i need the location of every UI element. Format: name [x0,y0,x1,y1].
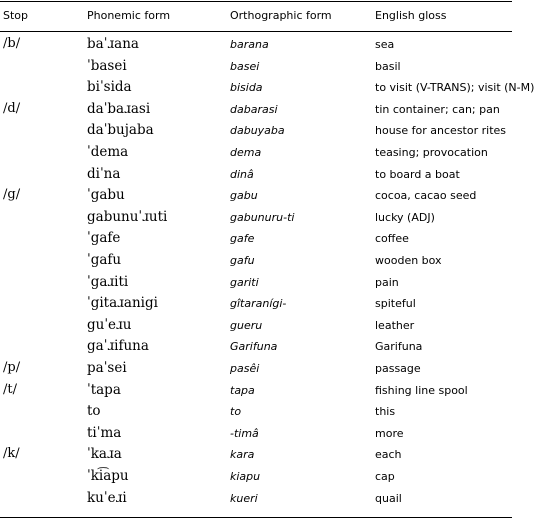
phonemic-form-cell: ˈgafe [87,230,121,247]
stop-cell: /d/ [3,100,21,116]
english-gloss-cell: tin container; can; pan [375,102,500,116]
phonemic-form-cell: ˈbasei [87,57,127,74]
orthographic-form-cell: gafu [230,254,255,267]
orthographic-form-cell: dabuyaba [230,124,285,138]
phonemic-form-cell: biˈsida [87,79,132,96]
table-row [0,144,512,166]
english-gloss-cell: spiteful [375,297,416,311]
header-phonemic-form: Phonemic form [87,9,171,22]
phonemic-form-cell: ˈgafu [87,252,122,268]
table-row [0,468,512,490]
table-row [0,360,512,382]
table-row [0,403,512,425]
stop-cell: /b/ [3,36,21,51]
top-rule [0,1,512,2]
english-gloss-cell: to board a boat [375,167,460,181]
orthographic-form-cell: basei [230,59,260,73]
orthographic-form-cell: Garifuna [230,340,278,354]
english-gloss-cell: sea [375,38,395,51]
english-gloss-cell: each [375,448,402,462]
english-gloss-cell: more [375,426,404,440]
english-gloss-cell: quail [375,491,402,505]
phonemic-form-cell: daˈbujaba [87,122,154,139]
orthographic-form-cell: gabu [230,189,258,203]
table-row [0,187,512,209]
table-row [0,209,512,231]
english-gloss-cell: pain [375,275,399,289]
phonemic-form-cell: ˈki͡apu [87,468,129,484]
phonemic-form-cell: daˈbaɹasi [87,100,151,117]
orthographic-form-cell: gariti [230,275,259,289]
orthographic-form-cell: bisida [230,81,263,95]
orthographic-form-cell: tapa [230,383,255,397]
phonemic-form-cell: ˈgitaɹanigi [87,295,158,312]
english-gloss-cell: lucky (ADJ) [375,210,435,224]
stop-cell: /t/ [3,381,17,397]
phonemic-form-cell: ˈtapa [87,381,121,398]
bottom-rule [0,517,512,518]
orthographic-form-cell: kiapu [230,470,261,483]
english-gloss-cell: coffee [375,232,409,246]
phonemic-form-cell: ˈkaɹa [87,446,122,463]
english-gloss-cell: teasing; provocation [375,146,488,159]
phonemic-form-cell: ˈgaɹiti [87,273,129,290]
phonemic-form-cell: paˈsei [87,360,127,376]
english-gloss-cell: fishing line spool [375,383,468,397]
header-stop: Stop [3,9,29,22]
header-english-gloss: English gloss [375,9,447,22]
english-gloss-cell: passage [375,362,421,375]
table-row [0,446,512,468]
english-gloss-cell: wooden box [375,254,442,267]
english-gloss-cell: cocoa, cacao seed [375,189,477,203]
phonemic-form-cell: guˈeɹu [87,316,132,333]
orthographic-form-cell: dinâ [230,167,254,181]
stop-cell: /p/ [3,360,21,375]
phonemic-form-cell: ˈgabu [87,187,125,204]
table-row [0,252,512,274]
phonemic-form-cell: gaˈɹifuna [87,338,149,355]
table-row [0,122,512,144]
orthographic-form-cell: -timâ [230,426,259,440]
table-row [0,101,512,123]
table-row [0,230,512,252]
table-row [0,338,512,360]
orthographic-form-cell: kueri [230,491,258,505]
phonemic-form-cell: tiˈma [87,424,122,441]
table-row [0,274,512,296]
phonemic-form-cell: to [87,403,101,420]
orthographic-form-cell: to [230,405,242,419]
table-row [0,58,512,80]
english-gloss-cell: cap [375,470,395,483]
table-row [0,79,534,101]
phonemic-form-cell: baˈɹana [87,36,139,52]
stop-cell: /g/ [3,187,21,203]
phonemic-form-cell: diˈna [87,165,121,182]
orthographic-form-cell: kara [230,448,255,462]
stop-cell: /k/ [3,446,20,462]
table-row [0,425,512,447]
phonemic-form-cell: ˈdema [87,144,129,160]
table-row [0,36,512,58]
table-row [0,382,512,404]
english-gloss-cell: Garifuna [375,340,423,354]
phonemic-form-cell: gabunuˈɹuti [87,208,168,225]
table-row [0,317,512,339]
header-rule [0,31,512,32]
orthographic-form-cell: dema [230,146,262,159]
orthographic-form-cell: gafe [230,232,255,246]
orthographic-form-cell: gîtaranígi- [230,297,287,311]
table-row [0,490,512,512]
orthographic-form-cell: dabarasi [230,102,278,116]
english-gloss-cell: leather [375,318,415,332]
table-row [0,166,512,188]
phonemic-form-cell: kuˈeɹi [87,489,127,506]
orthographic-form-cell: barana [230,38,269,51]
english-gloss-cell: this [375,405,396,419]
table-row [0,295,512,317]
orthographic-form-cell: pasêi [230,362,260,375]
orthographic-form-cell: gabunuru-ti [230,210,295,224]
header-orthographic-form: Orthographic form [230,9,332,22]
english-gloss-cell: house for ancestor rites [375,124,507,138]
orthographic-form-cell: gueru [230,318,263,332]
english-gloss-cell: to visit (V-TRANS); visit (N-M) [375,81,534,95]
english-gloss-cell: basil [375,59,401,73]
